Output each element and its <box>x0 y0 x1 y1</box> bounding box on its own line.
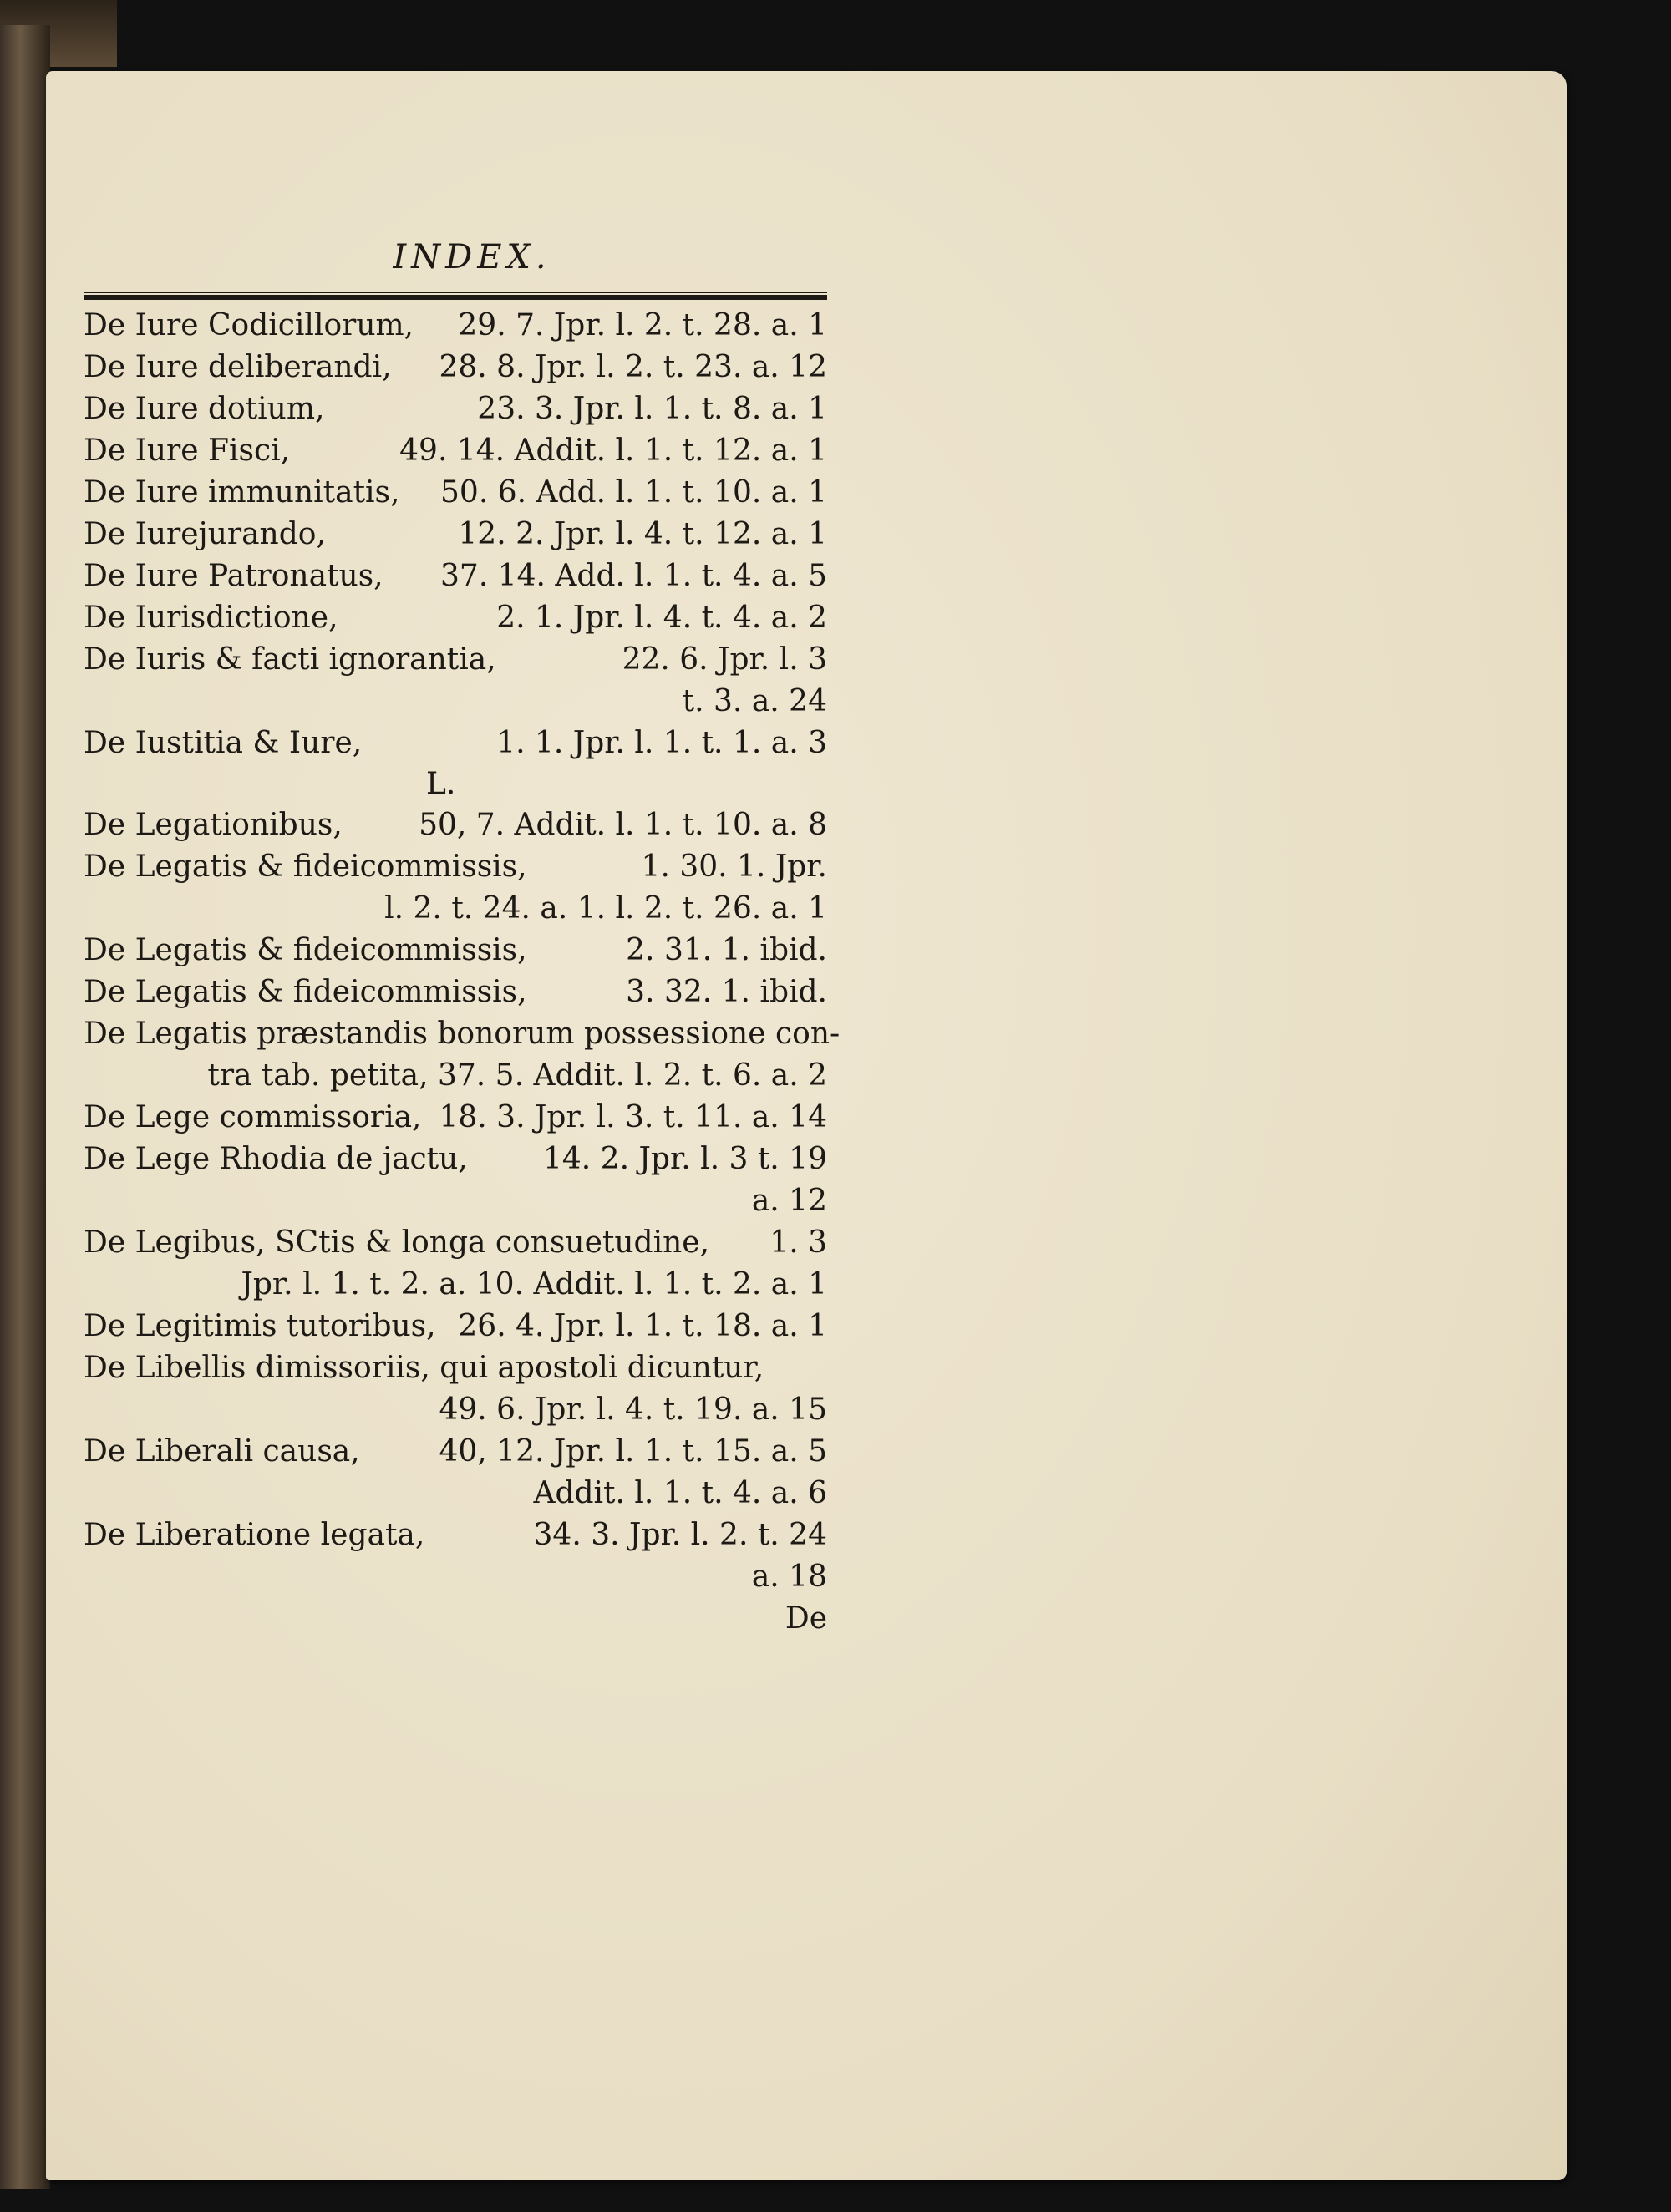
index-entries-l <box>84 804 841 1598</box>
entry-title: De Iustitia & Iure, <box>84 726 363 760</box>
index-entry <box>84 347 827 388</box>
entry-reference: 29. 7. Jpr. l. 2. t. 28. a. 1 <box>458 308 827 342</box>
index-entries-i <box>84 305 827 764</box>
index-text-block <box>84 238 841 1640</box>
entry-title: De Iure deliberandi, <box>84 350 392 384</box>
entry-title: De Legitimis tutoribus, <box>84 1309 436 1343</box>
entry-reference: 50, 7. Addit. l. 1. t. 10. a. 8 <box>419 808 827 842</box>
index-entry <box>84 556 827 597</box>
index-entry <box>84 1514 827 1598</box>
entry-reference: 34. 3. Jpr. l. 2. t. 24 <box>533 1518 827 1552</box>
entry-reference: 22. 6. Jpr. l. 3 <box>622 642 827 677</box>
entry-title: De Iure immunitatis, <box>84 475 400 510</box>
entry-reference: 1. 1. Jpr. l. 1. t. 1. a. 3 <box>496 726 827 760</box>
catchword: De <box>785 1601 827 1636</box>
entry-title: De Legatis & fideicommissis, <box>84 933 527 967</box>
index-entry <box>84 430 827 472</box>
entry-title: De Iure dotium, <box>84 392 325 426</box>
header-rule <box>84 295 827 300</box>
entry-continuation: Jpr. l. 1. t. 2. a. 10. Addit. l. 1. t. 2. a. 1 <box>241 1267 827 1301</box>
entry-reference: 14. 2. Jpr. l. 3 t. 19 <box>542 1142 827 1176</box>
index-entry <box>84 1013 841 1097</box>
book-page <box>46 71 1567 2180</box>
index-entry <box>84 639 827 723</box>
entry-title: De Iure Codicillorum, <box>84 308 414 342</box>
entry-reference: 40, 12. Jpr. l. 1. t. 15. a. 5 <box>439 1434 827 1469</box>
index-entry <box>84 597 827 639</box>
entry-title: De Iurisdictione, <box>84 601 338 635</box>
entry-reference: 1. 30. 1. Jpr. <box>641 850 827 884</box>
entry-reference: 18. 3. Jpr. l. 3. t. 11. a. 14 <box>439 1100 827 1134</box>
entry-title: De Legibus, SCtis & longa consuetudine, <box>84 1225 710 1260</box>
entry-reference: 37. 14. Add. l. 1. t. 4. a. 5 <box>440 559 827 593</box>
entry-continuation: Addit. l. 1. t. 4. a. 6 <box>533 1476 827 1510</box>
entry-title: De Legatis & fideicommissis, <box>84 975 527 1009</box>
index-entry <box>84 930 827 972</box>
index-entry <box>84 305 827 347</box>
entry-reference: 3. 32. 1. ibid. <box>626 975 827 1009</box>
entry-reference: 2. 31. 1. ibid. <box>626 933 827 967</box>
index-entry <box>84 514 827 556</box>
entry-title: De Legatis & fideicommissis, <box>84 850 527 884</box>
index-entry <box>84 1306 827 1347</box>
entry-title: De Iuris & facti ignorantia, <box>84 642 496 677</box>
entry-reference: 26. 4. Jpr. l. 1. t. 18. a. 1 <box>458 1309 827 1343</box>
index-entry <box>84 972 827 1013</box>
entry-reference: 49. 14. Addit. l. 1. t. 12. a. 1 <box>399 434 827 468</box>
entry-title: De Libellis dimissoriis, qui apostoli dicuntur, <box>84 1351 764 1385</box>
index-entry <box>84 846 827 930</box>
entry-reference: 1. 3 <box>769 1225 827 1260</box>
index-entry <box>84 1347 827 1431</box>
entry-title: De Lege commissoria, <box>84 1100 422 1134</box>
index-entry <box>84 1139 827 1222</box>
entry-reference: 12. 2. Jpr. l. 4. t. 12. a. 1 <box>458 517 827 551</box>
entry-reference: 2. 1. Jpr. l. 4. t. 4. a. 2 <box>496 601 827 635</box>
section-letter-l: L. <box>426 767 456 801</box>
entry-continuation: a. 12 <box>751 1184 827 1218</box>
entry-title: De Iure Patronatus, <box>84 559 383 593</box>
entry-title: De Iurejurando, <box>84 517 326 551</box>
entry-continuation: a. 18 <box>751 1560 827 1594</box>
entry-title: De Liberali causa, <box>84 1434 360 1469</box>
entry-title: De Lege Rhodia de jactu, <box>84 1142 468 1176</box>
entry-reference: 50. 6. Add. l. 1. t. 10. a. 1 <box>440 475 827 510</box>
entry-title: De Legatis præstandis bonorum possessione con- <box>84 1017 841 1051</box>
entry-continuation: tra tab. petita, 37. 5. Addit. l. 2. t. 6. a. 2 <box>207 1058 827 1093</box>
index-entry <box>84 472 827 514</box>
entry-continuation: 49. 6. Jpr. l. 4. t. 19. a. 15 <box>439 1393 827 1427</box>
index-entry <box>84 388 827 430</box>
entry-title: De Iure Fisci, <box>84 434 291 468</box>
index-entry <box>84 1431 827 1514</box>
index-entry <box>84 1097 827 1139</box>
entry-title: De Legationibus, <box>84 808 343 842</box>
entry-continuation: t. 3. a. 24 <box>682 684 827 718</box>
entry-continuation: l. 2. t. 24. a. 1. l. 2. t. 26. a. 1 <box>384 891 827 926</box>
index-entry <box>84 723 827 764</box>
index-entry <box>84 1222 827 1306</box>
index-entry <box>84 804 827 846</box>
entry-title: De Liberatione legata, <box>84 1518 425 1552</box>
entry-reference: 23. 3. Jpr. l. 1. t. 8. a. 1 <box>477 392 827 426</box>
book-binding-edge <box>0 25 50 2189</box>
entry-reference: 28. 8. Jpr. l. 2. t. 23. a. 12 <box>439 350 827 384</box>
page-header: INDEX. <box>393 238 551 276</box>
